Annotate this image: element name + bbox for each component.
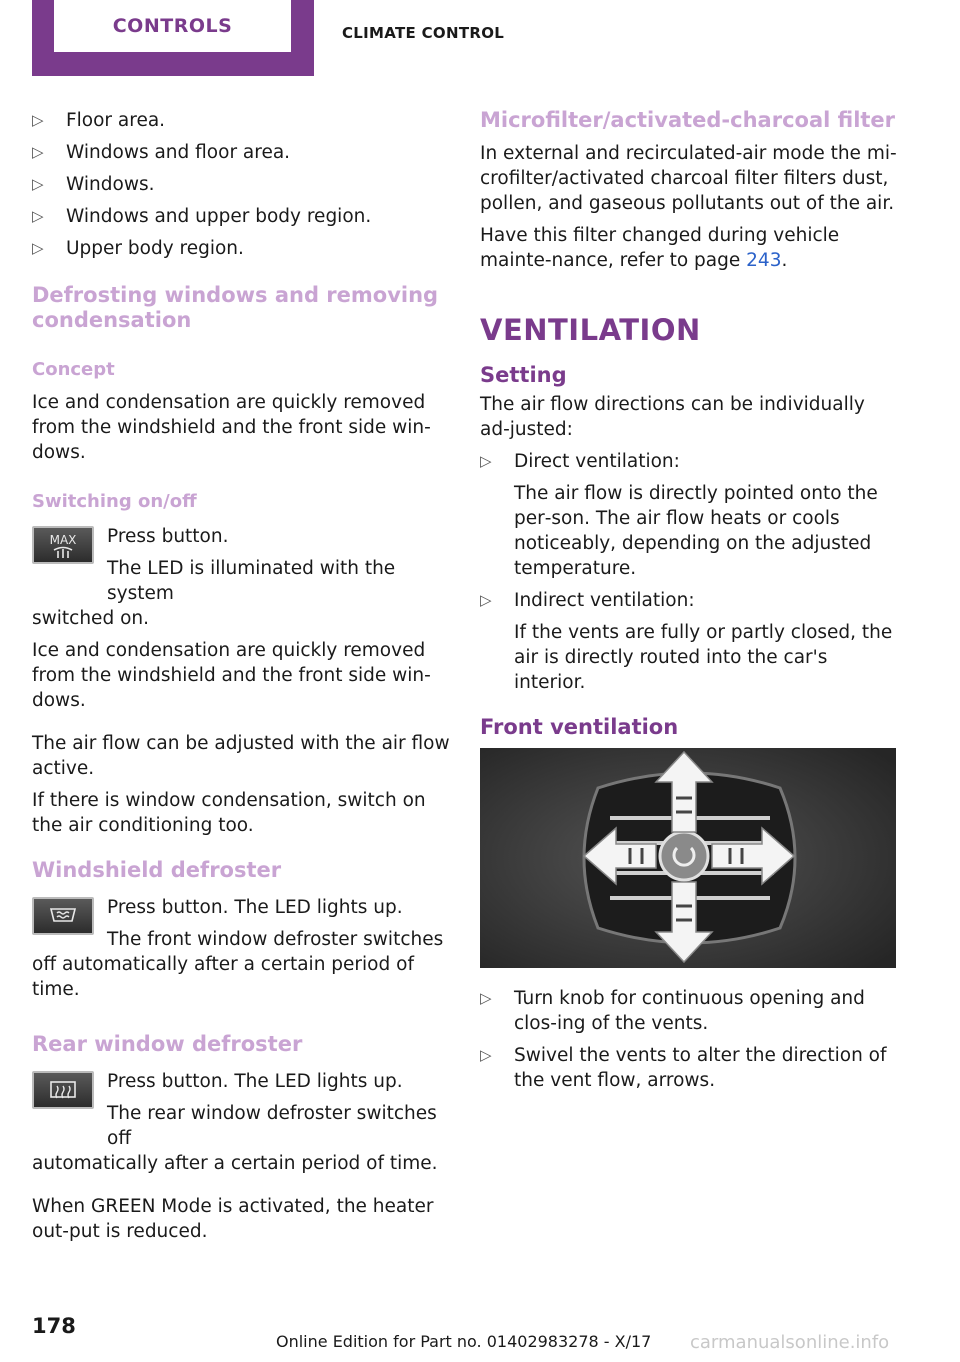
list-item: ▷ Direct ventilation: xyxy=(480,451,680,472)
airflow-text: The air flow can be adjusted with the air flow active. xyxy=(32,733,450,779)
indirect-text: If the vents are fully or partly closed, the air is directly routed into the car's interior. xyxy=(514,622,893,693)
header-section-title: CLIMATE CONTROL xyxy=(342,24,505,42)
concept-heading: Concept xyxy=(32,359,115,380)
list-item: ▷ Turn knob for continuous opening and clos‐ing of the vents. xyxy=(480,988,865,1034)
list-item: ▷ Upper body region. xyxy=(32,238,244,259)
triangle-bullet-icon: ▷ xyxy=(32,207,44,225)
rear-heading: Rear window defroster xyxy=(32,1032,303,1056)
windshield-heading: Windshield defroster xyxy=(32,858,282,882)
page-link[interactable]: 243 xyxy=(746,250,782,271)
triangle-bullet-icon: ▷ xyxy=(480,591,492,609)
switching-press-text: Press button. xyxy=(107,526,229,547)
list-item: ▷ Floor area. xyxy=(32,110,166,131)
setting-heading: Setting xyxy=(480,363,567,387)
condensation-text: If there is window condensation, switch on the air conditioning too. xyxy=(32,790,426,836)
vent-illustration xyxy=(480,748,896,968)
svg-text:MAX: MAX xyxy=(49,533,77,547)
direct-text: The air flow is directly pointed onto the per‐son. The air flow heats or cools noticeably, depending on the adjusted temperature. xyxy=(514,483,878,579)
rear-row xyxy=(32,1069,450,1151)
list-item: ▷ Swivel the vents to alter the direction of the vent flow, arrows. xyxy=(480,1045,887,1091)
ventilation-heading: VENTILATION xyxy=(480,313,701,347)
max-defrost-row xyxy=(32,524,450,606)
switching-text2: Ice and condensation are quickly removed from the windshield and the front side win‐dows. xyxy=(32,640,431,711)
page-number: 178 xyxy=(32,1314,76,1338)
rear-switch-text-cont: automatically after a certain period of time. xyxy=(32,1153,438,1174)
max-defrost-button-icon xyxy=(32,526,94,564)
windshield-switch-text: The front window defroster switches xyxy=(107,929,444,950)
windshield-switch-text-cont: off automatically after a certain period of time. xyxy=(32,954,414,1000)
triangle-bullet-icon: ▷ xyxy=(480,452,492,470)
header-tab-label: CONTROLS xyxy=(54,0,291,52)
filter-text: In external and recirculated-air mode the mi‐crofilter/activated charcoal filter filters dust, pollen, and gaseous pollutants out of the air. xyxy=(480,143,897,214)
triangle-bullet-icon: ▷ xyxy=(480,1046,492,1064)
list-item: ▷ Windows. xyxy=(32,174,155,195)
header-tab xyxy=(32,0,314,76)
right-column xyxy=(480,108,900,1100)
rear-press-text: Press button. The LED lights up. xyxy=(107,1071,403,1092)
defrost-heading: Defrosting windows and removing condensation xyxy=(32,283,439,332)
list-item: ▷ Windows and upper body region. xyxy=(32,206,372,227)
triangle-bullet-icon: ▷ xyxy=(32,111,44,129)
switching-led-text: The LED is illuminated with the system xyxy=(107,558,396,604)
switching-led-text-cont: switched on. xyxy=(32,608,149,629)
windshield-press-text: Press button. The LED lights up. xyxy=(107,897,403,918)
windshield-defroster-button-icon xyxy=(32,897,94,935)
rear-window-defroster-button-icon xyxy=(32,1071,94,1109)
edition-footer: Online Edition for Part no. 01402983278 - X/17 xyxy=(276,1332,652,1351)
concept-text: Ice and condensation are quickly removed from the windshield and the front side win‐dows. xyxy=(32,392,431,463)
watermark: carmanualsonline.info xyxy=(690,1332,890,1353)
filter-change-text: Have this filter changed during vehicle mainte‐nance, refer to page 243. xyxy=(480,225,840,271)
switching-heading: Switching on/off xyxy=(32,491,197,512)
list-item: ▷ Windows and floor area. xyxy=(32,142,291,163)
left-column xyxy=(32,108,450,1251)
green-mode-text: When GREEN Mode is activated, the heater out‐put is reduced. xyxy=(32,1196,434,1242)
filter-heading: Microfilter/activated-charcoal filter xyxy=(480,108,896,132)
setting-text: The air flow directions can be individually ad‐justed: xyxy=(480,394,865,440)
front-vent-image xyxy=(480,748,896,968)
front-ventilation-heading: Front ventilation xyxy=(480,715,679,739)
triangle-bullet-icon: ▷ xyxy=(32,175,44,193)
triangle-bullet-icon: ▷ xyxy=(480,989,492,1007)
windshield-row xyxy=(32,895,450,952)
triangle-bullet-icon: ▷ xyxy=(32,239,44,257)
rear-switch-text: The rear window defroster switches off xyxy=(107,1103,437,1149)
triangle-bullet-icon: ▷ xyxy=(32,143,44,161)
list-item: ▷ Indirect ventilation: xyxy=(480,590,695,611)
